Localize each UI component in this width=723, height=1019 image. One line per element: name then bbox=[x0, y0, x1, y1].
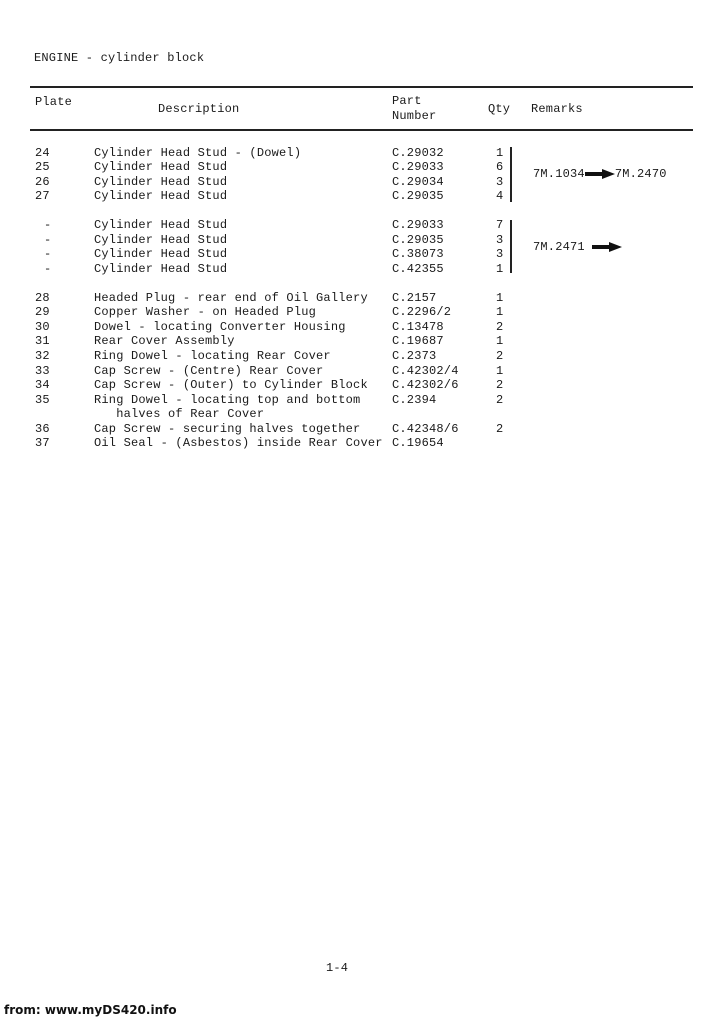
qty-cell: 2 bbox=[496, 422, 504, 436]
part-number-cell: C.19687 bbox=[392, 334, 444, 348]
description-cell: Cylinder Head Stud bbox=[94, 175, 228, 189]
description-cell: Rear Cover Assembly bbox=[94, 334, 235, 348]
table-row bbox=[0, 320, 723, 334]
table-row bbox=[0, 334, 723, 348]
header-top-rule bbox=[30, 86, 693, 88]
qty-cell: 2 bbox=[496, 378, 504, 392]
part-number-cell: C.2394 bbox=[392, 393, 437, 407]
group1-remark bbox=[533, 167, 667, 181]
plate-cell: 25 bbox=[35, 160, 50, 174]
qty-cell: 1 bbox=[496, 262, 504, 276]
part-number-cell: C.38073 bbox=[392, 247, 444, 261]
part-number-cell: C.42355 bbox=[392, 262, 444, 276]
plate-cell: 24 bbox=[35, 146, 50, 160]
qty-cell: 3 bbox=[496, 247, 504, 261]
table-row bbox=[0, 146, 723, 160]
plate-cell: 29 bbox=[35, 305, 50, 319]
plate-cell: - bbox=[44, 233, 52, 247]
description-cell: Cylinder Head Stud bbox=[94, 262, 228, 276]
description-cell: Cap Screw - securing halves together bbox=[94, 422, 361, 436]
part-number-cell: C.29033 bbox=[392, 218, 444, 232]
table-row bbox=[0, 436, 723, 450]
plate-cell: - bbox=[44, 262, 52, 276]
plate-cell: 36 bbox=[35, 422, 50, 436]
group2-remark bbox=[533, 240, 622, 254]
qty-cell: 2 bbox=[496, 320, 504, 334]
qty-cell: 4 bbox=[496, 189, 504, 203]
header-remarks: Remarks bbox=[531, 102, 583, 116]
plate-cell: 37 bbox=[35, 436, 50, 450]
table-row bbox=[0, 291, 723, 305]
qty-cell: 1 bbox=[496, 146, 504, 160]
qty-cell: 2 bbox=[496, 393, 504, 407]
plate-cell: 28 bbox=[35, 291, 50, 305]
table-row bbox=[0, 422, 723, 436]
table-row bbox=[0, 305, 723, 319]
part-number-cell: C.2373 bbox=[392, 349, 437, 363]
qty-cell: 3 bbox=[496, 233, 504, 247]
group1-remark-from: 7M.1034 bbox=[533, 167, 585, 181]
part-number-cell: C.2296/2 bbox=[392, 305, 452, 319]
description-cell: Cylinder Head Stud bbox=[94, 189, 228, 203]
plate-cell: 34 bbox=[35, 378, 50, 392]
page-number: 1-4 bbox=[326, 961, 349, 975]
plate-cell: 31 bbox=[35, 334, 50, 348]
description-cell: Ring Dowel - locating Rear Cover bbox=[94, 349, 331, 363]
description-cell: Cylinder Head Stud bbox=[94, 218, 228, 232]
plate-cell: - bbox=[44, 247, 52, 261]
part-number-cell: C.29033 bbox=[392, 160, 444, 174]
header-description: Description bbox=[158, 102, 240, 116]
description-cell: Cylinder Head Stud - (Dowel) bbox=[94, 146, 302, 160]
table-row bbox=[0, 189, 723, 203]
part-number-cell: C.2157 bbox=[392, 291, 437, 305]
part-number-cell: C.13478 bbox=[392, 320, 444, 334]
plate-cell: 26 bbox=[35, 175, 50, 189]
description-cell: Cap Screw - (Outer) to Cylinder Block bbox=[94, 378, 368, 392]
qty-cell: 3 bbox=[496, 175, 504, 189]
qty-cell: 1 bbox=[496, 305, 504, 319]
table-row bbox=[0, 378, 723, 392]
header-plate: Plate bbox=[35, 95, 73, 109]
description-cell: Cylinder Head Stud bbox=[94, 233, 228, 247]
plate-cell: 33 bbox=[35, 364, 50, 378]
description-cell: Headed Plug - rear end of Oil Gallery bbox=[94, 291, 368, 305]
qty-cell: 1 bbox=[496, 334, 504, 348]
group1-remark-to: 7M.2470 bbox=[614, 167, 667, 181]
header-part-line2: Number bbox=[392, 109, 437, 123]
header-qty: Qty bbox=[488, 102, 511, 116]
part-number-cell: C.19654 bbox=[392, 436, 444, 450]
table-row bbox=[0, 262, 723, 276]
part-number-cell: C.42348/6 bbox=[392, 422, 459, 436]
part-number-cell: C.29032 bbox=[392, 146, 444, 160]
qty-cell: 1 bbox=[496, 291, 504, 305]
part-number-cell: C.42302/6 bbox=[392, 378, 459, 392]
part-number-cell: C.29035 bbox=[392, 233, 444, 247]
plate-cell: 27 bbox=[35, 189, 50, 203]
plate-cell: 35 bbox=[35, 393, 50, 407]
qty-cell: 7 bbox=[496, 218, 504, 232]
table-row bbox=[0, 349, 723, 363]
header-part-line1: Part bbox=[392, 94, 422, 108]
description-cell: Cylinder Head Stud bbox=[94, 247, 228, 261]
table-row bbox=[0, 364, 723, 378]
part-number-cell: C.42302/4 bbox=[392, 364, 459, 378]
table-row bbox=[0, 393, 723, 421]
arrow-right-icon bbox=[592, 242, 622, 252]
qty-cell: 1 bbox=[496, 364, 504, 378]
table-row bbox=[0, 218, 723, 232]
group2-remark-from: 7M.2471 bbox=[533, 240, 585, 254]
header-bottom-rule bbox=[30, 129, 693, 131]
plate-cell: 32 bbox=[35, 349, 50, 363]
description-cell: Dowel - locating Converter Housing bbox=[94, 320, 346, 334]
group2-bracket bbox=[510, 220, 512, 273]
description-cell: Ring Dowel - locating top and bottom halves of Rear Cover bbox=[94, 393, 361, 421]
qty-cell: 6 bbox=[496, 160, 504, 174]
qty-cell: 2 bbox=[496, 349, 504, 363]
part-number-cell: C.29035 bbox=[392, 189, 444, 203]
description-cell: Copper Washer - on Headed Plug bbox=[94, 305, 317, 319]
group1-bracket bbox=[510, 147, 512, 202]
arrow-right-icon bbox=[585, 169, 615, 179]
description-cell: Cylinder Head Stud bbox=[94, 160, 228, 174]
plate-cell: - bbox=[44, 218, 52, 232]
part-number-cell: C.29034 bbox=[392, 175, 444, 189]
page-title: ENGINE - cylinder block bbox=[34, 51, 205, 65]
footer-source: from: www.myDS420.info bbox=[4, 1003, 177, 1017]
description-cell: Oil Seal - (Asbestos) inside Rear Cover bbox=[94, 436, 383, 450]
description-cell: Cap Screw - (Centre) Rear Cover bbox=[94, 364, 324, 378]
plate-cell: 30 bbox=[35, 320, 50, 334]
